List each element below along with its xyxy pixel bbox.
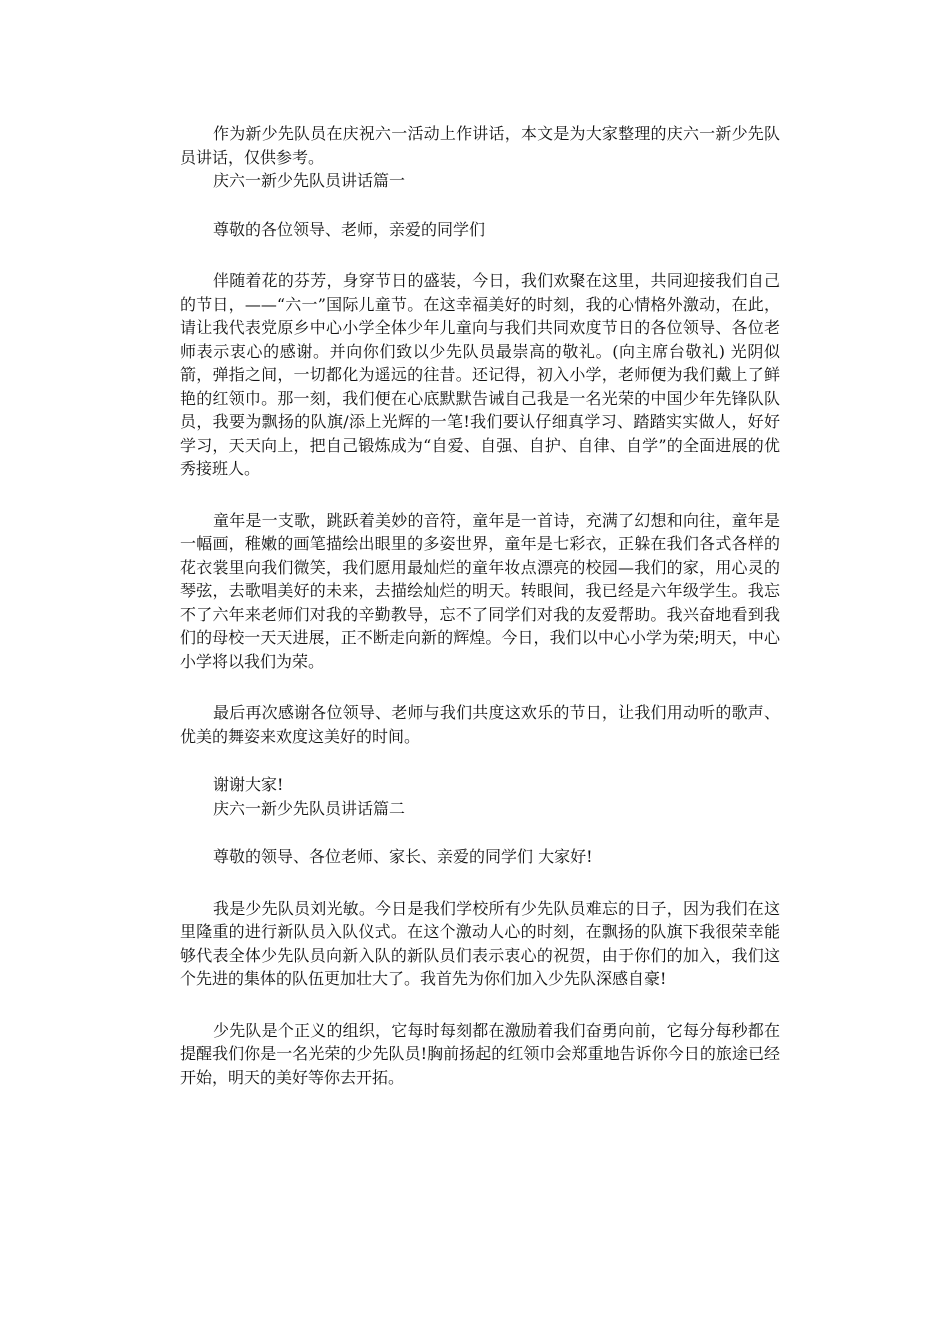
section-2-paragraph-1: 我是少先队员刘光敏。今日是我们学校所有少先队员难忘的日子，因为我们在这里隆重的进行新队员入队仪式。在这个激动人心的时刻，在飘扬的队旗下我很荣幸能够代表全体少先队员向新入队的新队员们表示衷心的祝贺，由于你们的加入，我们这个先进的集体的队伍更加壮大了。我首先为你们加入少先队深感自豪!: [180, 898, 780, 988]
section-2-paragraph-2: 少先队是个正义的组织，它每时每刻都在激励着我们奋勇向前，它每分每秒都在提醒我们你是一名光荣的少先队员!胸前扬起的红领巾会郑重地告诉你今日的旅途已经开始，明天的美好等你去开拓。: [180, 1020, 780, 1087]
section-1-paragraph-3: 最后再次感谢各位领导、老师与我们共度这欢乐的节日，让我们用动听的歌声、优美的舞姿来欢度这美好的时间。: [180, 703, 780, 746]
section-1-title: 庆六一新少先队员讲话篇一: [213, 171, 406, 190]
intro-paragraph: 作为新少先队员在庆祝六一活动上作讲话，本文是为大家整理的庆六一新少先队员讲话，仅供参考。: [180, 124, 780, 167]
section-1-greeting: 尊敬的各位领导、老师，亲爱的同学们: [213, 219, 486, 239]
section-2-title: 庆六一新少先队员讲话篇二: [213, 798, 406, 818]
section-1-closing: 谢谢大家!: [213, 775, 284, 794]
section-1-paragraph-1: 伴随着花的芬芳，身穿节日的盛装，今日，我们欢聚在这里，共同迎接我们自己的节日，——“六一”国际儿童节。在这幸福美好的时刻，我的心情格外激动，在此， 请让我代表党原乡中心小学全体少年儿童向与我们共同欢度节日的各位领导、各位老师表示衷心的感谢。并向你们致以少先队员最崇高的敬礼。(向主席台敬礼) 光阴似箭，弹指之间，一切都化为遥远的往昔。还记得，初入小学，老师便为我们戴上了鲜艳的红领巾。那一刻，我们便在心底默默告诫自己我是一名光荣的中国少年先锋队队员，我要为飘扬的队旗/添上光辉的一笔!我们要认仔细真学习、踏踏实实做人，好好学习，天天向上，把自己锻炼成为“自爱、自强、自护、自律、自学”的全面进展的优秀接班人。: [180, 271, 780, 478]
document-body: [180, 122, 780, 1089]
section-1-paragraph-2: 童年是一支歌，跳跃着美妙的音符，童年是一首诗，充满了幻想和向往，童年是一幅画，稚嫩的画笔描绘出眼里的多姿世界，童年是七彩衣，正躲在我们各式各样的花衣裳里向我们微笑，我们愿用最灿烂的童年妆点漂亮的校园—我们的家，用心灵的琴弦，去歌唱美好的未来，去描绘灿烂的明天。转眼间，我已经是六年级学生。我忘不了六年来老师们对我的辛勤教导，忘不了同学们对我的友爱帮助。我兴奋地看到我们的母校一天天进展，正不断走向新的辉煌。今日，我们以中心小学为荣;明天，中心小学将以我们为荣。: [180, 510, 780, 671]
section-2-greeting: 尊敬的领导、各位老师、家长、亲爱的同学们 大家好!: [213, 847, 593, 866]
